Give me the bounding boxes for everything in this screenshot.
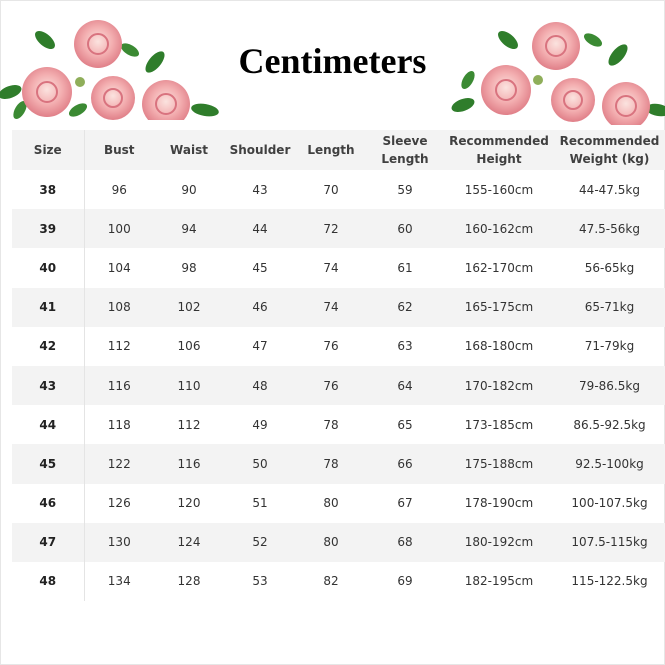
cell-shoulder: 46: [252, 300, 268, 315]
cell-sleeve-length: 68: [397, 535, 413, 550]
table-row: [12, 170, 665, 209]
cell-length: 74: [323, 300, 339, 315]
cell-recommended-weight: 56-65kg: [584, 260, 635, 275]
cell-recommended-height: 173-185cm: [464, 417, 534, 432]
cell-length: 78: [323, 417, 339, 432]
cell-length: 80: [323, 535, 339, 550]
cell-waist: 102: [177, 300, 201, 315]
size-chart-table: [12, 130, 665, 601]
col-header-bust: Bust: [103, 143, 135, 157]
cell-recommended-weight: 100-107.5kg: [571, 496, 648, 511]
cell-size: 45: [12, 444, 84, 483]
table-row: [12, 523, 665, 562]
table-row: [12, 484, 665, 523]
cell-waist: 106: [177, 339, 201, 354]
cell-recommended-height: 175-188cm: [464, 456, 534, 471]
cell-sleeve-length: 66: [397, 456, 413, 471]
cell-size: 44: [12, 405, 84, 444]
col-header-recommended-weight: Recommended Weight (kg): [559, 134, 660, 166]
cell-shoulder: 43: [252, 182, 268, 197]
cell-size: 42: [12, 327, 84, 366]
cell-bust: 108: [107, 300, 131, 315]
cell-size: 48: [12, 562, 84, 601]
table-header-row: [12, 130, 665, 170]
cell-sleeve-length: 63: [397, 339, 413, 354]
col-header-sleeve-length: Sleeve Length: [381, 134, 429, 166]
cell-recommended-height: 178-190cm: [464, 496, 534, 511]
table-row: [12, 209, 665, 248]
cell-bust: 118: [107, 417, 131, 432]
page-title: Centimeters: [238, 41, 427, 81]
cell-shoulder: 51: [252, 496, 268, 511]
cell-size: 43: [12, 366, 84, 405]
cell-recommended-height: 160-162cm: [464, 221, 534, 236]
col-header-waist: Waist: [170, 143, 208, 157]
cell-recommended-height: 170-182cm: [464, 378, 534, 393]
cell-shoulder: 48: [252, 378, 268, 393]
cell-waist: 110: [177, 378, 201, 393]
table-row: [12, 444, 665, 483]
cell-waist: 98: [181, 260, 197, 275]
cell-recommended-height: 182-195cm: [464, 574, 534, 589]
table-row: [12, 405, 665, 444]
col-header-size: Size: [12, 130, 84, 170]
cell-bust: 112: [107, 339, 131, 354]
cell-recommended-weight: 86.5-92.5kg: [573, 417, 646, 432]
cell-recommended-weight: 65-71kg: [584, 300, 635, 315]
cell-waist: 90: [181, 182, 197, 197]
table-row: [12, 248, 665, 287]
col-header-recommended-height: Recommended Height: [449, 134, 549, 166]
table-row: [12, 366, 665, 405]
cell-bust: 100: [107, 221, 131, 236]
cell-waist: 94: [181, 221, 197, 236]
cell-sleeve-length: 61: [397, 260, 413, 275]
col-header-shoulder: Shoulder: [229, 143, 291, 157]
cell-length: 78: [323, 456, 339, 471]
cell-shoulder: 50: [252, 456, 268, 471]
cell-recommended-height: 155-160cm: [464, 182, 534, 197]
cell-recommended-height: 168-180cm: [464, 339, 534, 354]
cell-recommended-weight: 47.5-56kg: [579, 221, 640, 236]
cell-length: 72: [323, 221, 339, 236]
cell-size: 39: [12, 209, 84, 248]
cell-length: 70: [323, 182, 339, 197]
cell-waist: 120: [177, 496, 201, 511]
cell-size: 47: [12, 523, 84, 562]
cell-length: 76: [323, 378, 339, 393]
cell-size: 46: [12, 484, 84, 523]
cell-bust: 134: [107, 574, 131, 589]
cell-recommended-weight: 71-79kg: [584, 339, 635, 354]
table-row: [12, 562, 665, 601]
cell-bust: 104: [107, 260, 131, 275]
cell-recommended-height: 180-192cm: [464, 535, 534, 550]
table-row: [12, 327, 665, 366]
cell-shoulder: 44: [252, 221, 268, 236]
cell-waist: 128: [177, 574, 201, 589]
cell-waist: 112: [177, 417, 201, 432]
cell-bust: 96: [111, 182, 127, 197]
cell-shoulder: 53: [252, 574, 268, 589]
cell-shoulder: 49: [252, 417, 268, 432]
cell-length: 82: [323, 574, 339, 589]
cell-length: 76: [323, 339, 339, 354]
cell-recommended-weight: 107.5-115kg: [571, 535, 648, 550]
cell-size: 40: [12, 248, 84, 287]
cell-size: 41: [12, 288, 84, 327]
cell-length: 80: [323, 496, 339, 511]
cell-length: 74: [323, 260, 339, 275]
cell-recommended-height: 162-170cm: [464, 260, 534, 275]
cell-bust: 116: [107, 378, 131, 393]
cell-recommended-weight: 92.5-100kg: [575, 456, 644, 471]
cell-shoulder: 45: [252, 260, 268, 275]
cell-sleeve-length: 60: [397, 221, 413, 236]
cell-recommended-weight: 79-86.5kg: [579, 378, 640, 393]
cell-bust: 122: [107, 456, 131, 471]
col-header-length: Length: [307, 143, 355, 157]
cell-bust: 126: [107, 496, 131, 511]
cell-shoulder: 52: [252, 535, 268, 550]
cell-sleeve-length: 67: [397, 496, 413, 511]
cell-waist: 124: [177, 535, 201, 550]
cell-size: 38: [12, 170, 84, 209]
cell-sleeve-length: 59: [397, 182, 413, 197]
cell-waist: 116: [177, 456, 201, 471]
cell-recommended-weight: 44-47.5kg: [579, 182, 640, 197]
cell-sleeve-length: 64: [397, 378, 413, 393]
cell-sleeve-length: 65: [397, 417, 413, 432]
cell-sleeve-length: 62: [397, 300, 413, 315]
cell-recommended-height: 165-175cm: [464, 300, 534, 315]
cell-recommended-weight: 115-122.5kg: [571, 574, 648, 589]
cell-bust: 130: [107, 535, 131, 550]
cell-shoulder: 47: [252, 339, 268, 354]
table-row: [12, 288, 665, 327]
cell-sleeve-length: 69: [397, 574, 413, 589]
